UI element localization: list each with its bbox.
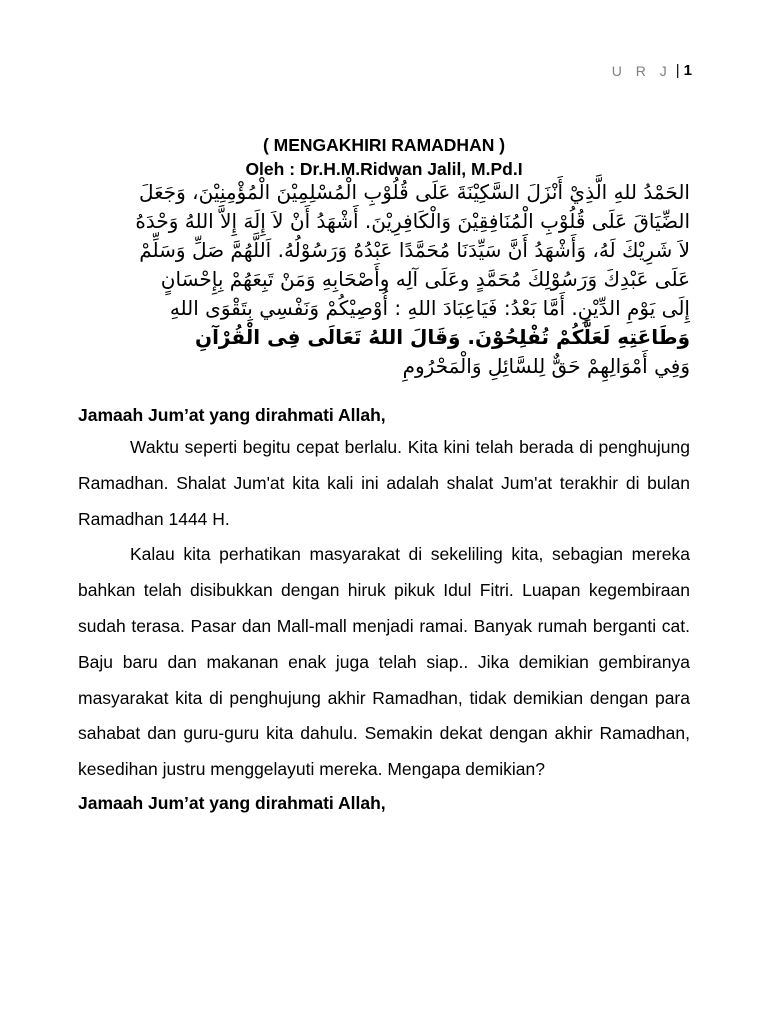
greeting-heading: Jamaah Jum’at yang dirahmati Allah, (78, 792, 386, 813)
arabic-line: الحَمْدُ للهِ الَّذِيْ أَنْزَلَ السَّكِيْنَةَ عَلَى قُلُوْبِ الْمُسْلِمِيْنَ الْمُؤْمِنِيْنَ، وَجَعَلَ (139, 180, 690, 204)
arabic-verse: وَفِي أَمْوَالِهِمْ حَقٌّ لِلسَّائِلِ وَالْمَحْرُومِ (402, 354, 690, 378)
document-title: ( MENGAKHIRI RAMADHAN ) (262, 135, 506, 155)
page-number: 1 (683, 62, 692, 79)
paragraph: Waktu seperti begitu cepat berlalu. Kita kini telah berada di penghujung Ramadhan. Shalat Jum'at kita kali ini adalah shalat Jum'at terakhir di bulan Ramadhan 1444 H. (78, 437, 690, 529)
paragraph: Kalau kita perhatikan masyarakat di sekeliling kita, sebagian mereka bahkan telah disibukkan dengan hiruk pikuk Idul Fitri. Luapan kegembiraan sudah terasa. Pasar dan Mall-mall menjadi ramai. Banyak rumah berganti cat. Baju baru dan makanan enak juga telah siap.. Jika demikian gembiranya masyarakat kita di penghujung akhir Ramadhan, tidak demikian dengan para sahabat dan guru-guru kita dahulu. Semakin dekat dengan akhir Ramadhan, kesedihan justru menggelayuti mereka. Mengapa demikian? (78, 544, 690, 780)
header-label: U R J (611, 62, 672, 79)
arabic-line: الضِّيَاقَ عَلَى قُلُوْبِ الْمُنَافِقِيْنَ وَالْكَافِرِيْنَ. أَشْهَدُ أَنْ لاَ إِلَهَ إِلاَّ اللهُ وَحْدَهُ (135, 209, 690, 233)
arabic-line: عَلَى عَبْدِكَ وَرَسُوْلِكَ مُحَمَّدٍ وعَلَى آلِه وأَصْحَابِهِ وَمَنْ تَبِعَهُمْ بِإِحْسَانٍ (160, 267, 690, 291)
author-line: Oleh : Dr.H.M.Ridwan Jalil, M.Pd.I (245, 159, 523, 179)
sermon-body (78, 400, 690, 818)
arabic-opening (78, 178, 690, 381)
header-separator: | (675, 62, 680, 79)
page-header (612, 62, 692, 79)
title-block (0, 133, 768, 181)
arabic-line: لاَ شَرِيْكَ لَهُ، وَأَشْهَدُ أَنَّ سَيِّدَنَا مُحَمَّدًا عَبْدُهُ وَرَسُوْلُهُ. اَللَّهُمَّ صَلِّ وَسَلِّمْ (139, 238, 690, 262)
arabic-line: إِلَى يَوْمِ الدِّيْنِ. أَمَّا بَعْدُ: فَيَاعِبَادَ اللهِ : أُوْصِيْكُمْ وَنَفْسِي بِتَقْوَى اللهِ (169, 296, 690, 320)
arabic-line-bold: وَطَاعَتِهِ لَعَلَّكُمْ تُفْلِحُوْنَ. وَقَالَ اللهُ تَعَالَى فِى الْقُرْآنِ (195, 325, 690, 349)
greeting-heading: Jamaah Jum’at yang dirahmati Allah, (78, 405, 386, 425)
